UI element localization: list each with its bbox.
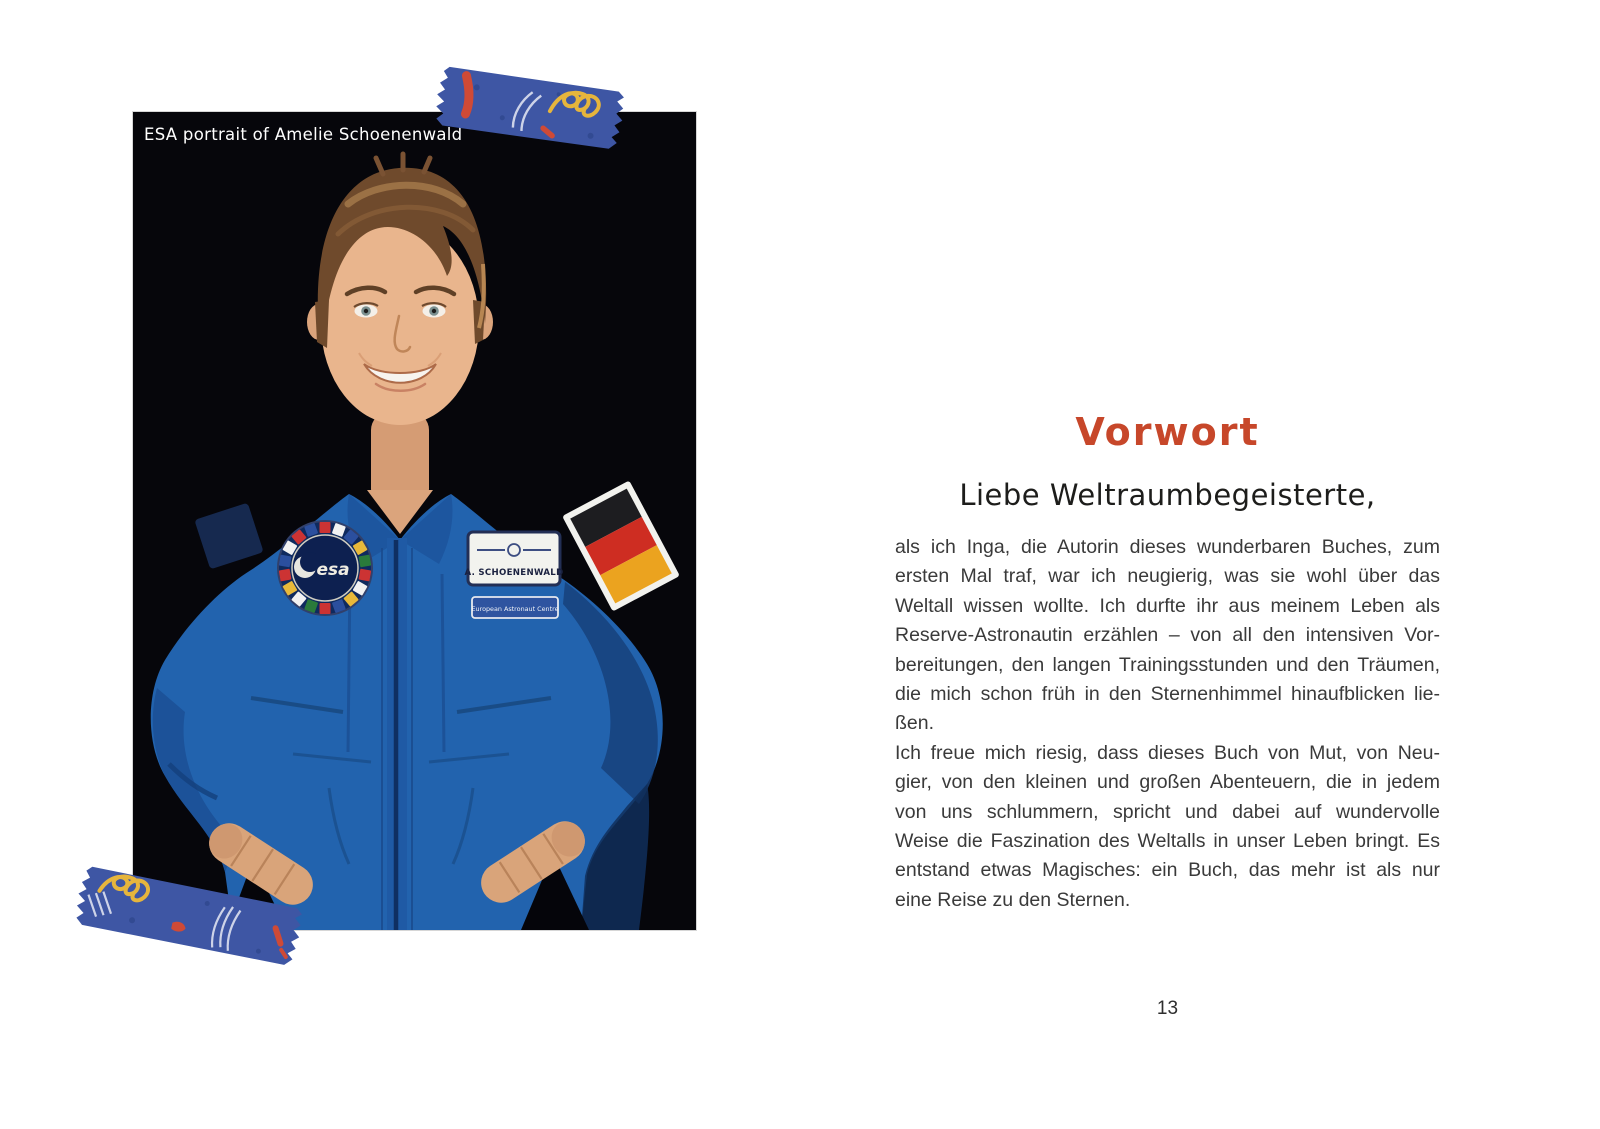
eac-patch (472, 597, 559, 618)
body-text-line: Weltall wissen wollte. Ich durfte ihr aus meinem Leben als (895, 594, 1440, 617)
salutation: Liebe Weltraumbegeisterte, (959, 478, 1376, 512)
body-text-line: als ich Inga, die Autorin dieses wunderbaren Buches, zum (895, 536, 1440, 558)
body-text-line: ersten Mal traf, war ich neugierig, was sie wohl über das (895, 565, 1440, 588)
body-text-line: Ich freue mich riesig, dass dieses Buch von Mut, von Neu- (895, 741, 1440, 764)
astronaut-photo (133, 112, 696, 930)
body-text-line: von uns schlummern, spricht und dabei auf wundervolle (895, 800, 1440, 823)
photo-caption: ESA portrait of Amelie Schoenenwald (144, 125, 463, 144)
esa-patch-text: esa (316, 560, 350, 580)
body-text-line: Weise die Faszination des Weltalls in unser Leben bringt. Es (895, 829, 1440, 852)
body-text-line: entstand etwas Magisches: ein Buch, das mehr ist als nur (895, 859, 1440, 882)
body-text-line: ßen. (895, 712, 935, 735)
name-tag (464, 532, 563, 585)
foreword-section (895, 412, 1440, 915)
foreword-body (895, 533, 1440, 915)
esa-patch (278, 521, 372, 615)
page-number: 13 (1156, 998, 1179, 1019)
body-text-line: eine Reise zu den Sternen. (895, 888, 1131, 911)
body-text-line: Reserve-Astronautin erzählen – von all den intensiven Vor- (895, 624, 1440, 647)
astronaut-portrait-image (133, 112, 696, 930)
body-text-line: gier, von den kleinen und großen Abenteuern, die in jedem (895, 771, 1440, 794)
page-title: Vorwort (1075, 410, 1260, 454)
body-text-line: die mich schon früh in den Sternenhimmel hinaufblicken lie- (895, 682, 1440, 705)
eac-patch-text: European Astronaut Centre (471, 605, 559, 613)
name-tag-text: A. SCHOENENWALD (464, 568, 564, 578)
body-text-line: bereitungen, den langen Trainingsstunden und den Träumen, (895, 653, 1440, 676)
